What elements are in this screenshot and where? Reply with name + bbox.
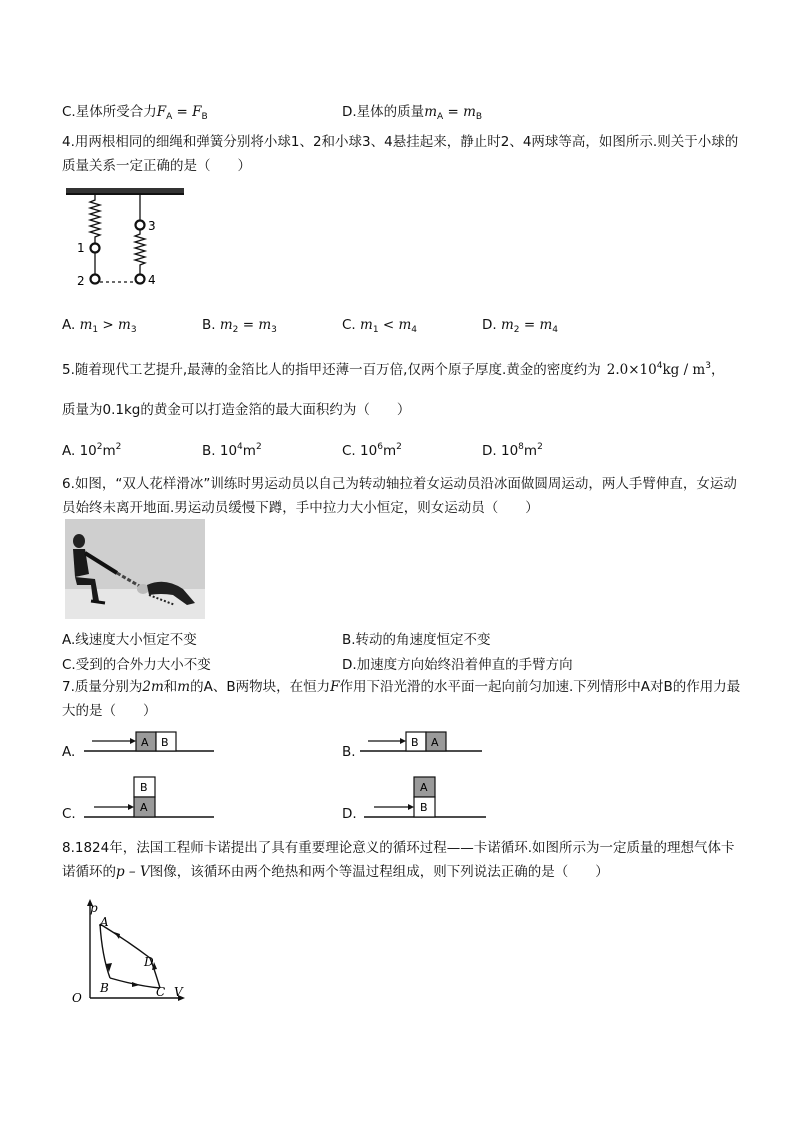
q3-option-c: C.星体所受合力$F_A = F_B$ xyxy=(62,104,208,122)
q4-option-a[interactable]: A. $m_1 > m_3$ xyxy=(62,317,137,335)
q3-option-d: D.星体的质量$m_A = m_B$ xyxy=(342,104,483,122)
q3-option-d-text: D.星体的质量 xyxy=(342,104,425,120)
q7-option-a-label[interactable]: A. xyxy=(62,744,76,760)
q6-option-d[interactable]: D.加速度方向始终沿着伸直的手臂方向 xyxy=(342,657,573,673)
math-eq: = xyxy=(172,104,193,120)
q7-figure-b xyxy=(356,728,486,756)
point-d: D xyxy=(144,955,154,969)
math-eq: = xyxy=(443,104,464,120)
p-label: p xyxy=(90,901,98,915)
label-4: 4 xyxy=(148,273,156,287)
curve-bc xyxy=(110,978,160,988)
q7-figure-c xyxy=(80,772,220,822)
svg-text:B: B xyxy=(140,781,148,794)
q7-figure-a xyxy=(80,728,220,756)
label-1: 1 xyxy=(77,241,85,255)
q3-option-c-text: C.星体所受合力 xyxy=(62,104,157,120)
ball-2 xyxy=(91,275,100,284)
label-3: 3 xyxy=(148,219,156,233)
point-a: A xyxy=(100,915,109,929)
q7-stem: 7.质量分别为2m和m的A、B两物块，在恒力F作用下沿光滑的水平面一起向前匀加速.下列情形中A对B的作用力最大的是（ ） xyxy=(62,679,741,719)
q5-stem-line2: 质量为0.1kg的黄金可以打造金箔的最大面积约为（ ） xyxy=(62,402,411,418)
svg-text:B: B xyxy=(411,736,419,749)
figure-skating-photo xyxy=(65,519,205,619)
label-2: 2 xyxy=(77,274,85,288)
spring-left xyxy=(90,194,100,244)
q6-option-a[interactable]: A.线速度大小恒定不变 xyxy=(62,632,197,648)
origin-label: O xyxy=(72,991,82,1005)
q5-stem-line1: 5.随着现代工艺提升,最薄的金箔比人的指甲还薄一百万倍,仅两个原子厚度.黄金的密度约为 $2.0\times 10^4kg / m^3$， xyxy=(62,361,725,378)
q6-stem: 6.如图，“双人花样滑冰”训练时男运动员以自己为转动轴拉着女运动员沿冰面做圆周运动，两人手臂伸直，女运动员始终未离开地面.男运动员缓慢下蹲，手中拉力大小恒定，则女运动员（ ） xyxy=(62,476,737,516)
svg-text:A: A xyxy=(141,736,149,749)
q5-option-b[interactable]: B. $10^4m^2$ xyxy=(202,442,262,459)
math-f: F xyxy=(156,104,167,120)
q4-option-c[interactable]: C. $m_1 < m_4$ xyxy=(342,317,418,335)
q4-stem: 4.用两根相同的细绳和弹簧分别将小球1、2和小球3、4悬挂起来，静止时2、4两球等高，如图所示.则关于小球的质量关系一定正确的是（ ） xyxy=(62,134,739,174)
q4-figure xyxy=(62,186,192,294)
q5-option-c[interactable]: C. $10^6m^2$ xyxy=(342,442,402,459)
q8-stem: 8.1824年，法国工程师卡诺提出了具有重要理论意义的循环过程——卡诺循环.如图所示为一定质量的理想气体卡诺循环的p – V图像，该循环由两个绝热和两个等温过程组成，则下列说法正确的是（ ） xyxy=(62,840,735,880)
svg-text:A: A xyxy=(140,801,148,814)
q7-option-b-label[interactable]: B. xyxy=(342,744,356,760)
svg-text:B: B xyxy=(420,801,428,814)
curve-da xyxy=(100,924,150,958)
svg-text:A: A xyxy=(420,781,428,794)
point-c: C xyxy=(156,985,166,999)
math-m: m xyxy=(424,104,437,120)
q5-option-a[interactable]: A. $10^2m^2$ xyxy=(62,442,122,459)
ball-1 xyxy=(91,244,100,253)
q7-option-d-label[interactable]: D. xyxy=(342,806,357,822)
q4-option-b[interactable]: B. $m_2 = m_3$ xyxy=(202,317,277,335)
q7-figure-d xyxy=(360,772,490,822)
q6-option-c[interactable]: C.受到的合外力大小不变 xyxy=(62,657,211,673)
q8-pv-diagram xyxy=(68,896,188,1006)
v-label: V xyxy=(174,985,183,999)
spring-right xyxy=(135,230,145,275)
svg-text:B: B xyxy=(161,736,169,749)
ball-3 xyxy=(136,221,145,230)
q6-option-b[interactable]: B.转动的角速度恒定不变 xyxy=(342,632,491,648)
point-b: B xyxy=(100,981,109,995)
q7-option-c-label[interactable]: C. xyxy=(62,806,76,822)
q4-option-d[interactable]: D. $m_2 = m_4$ xyxy=(482,317,558,335)
q5-option-d[interactable]: D. $10^8m^2$ xyxy=(482,442,543,459)
ball-4 xyxy=(136,275,145,284)
svg-text:A: A xyxy=(431,736,439,749)
